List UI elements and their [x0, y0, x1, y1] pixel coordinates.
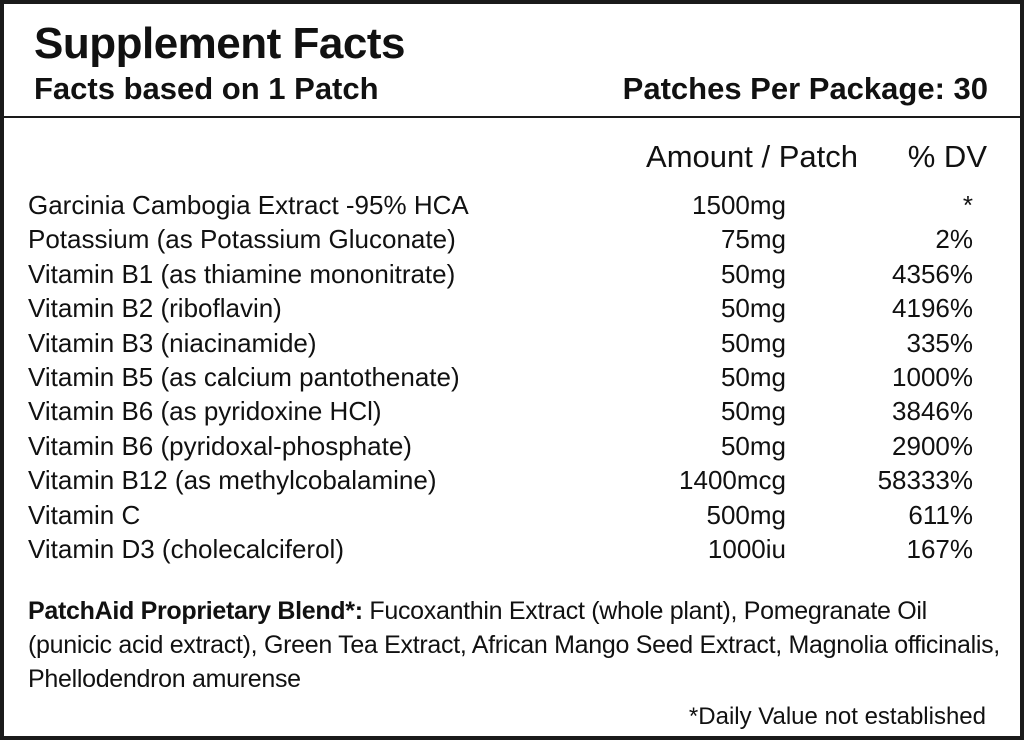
nutrient-dv: 611% — [908, 499, 973, 530]
nutrient-amount: 75mg — [720, 224, 786, 255]
nutrient-amount: 50mg — [720, 293, 786, 324]
nutrient-amount: 50mg — [720, 430, 786, 461]
nutrient-amount: 50mg — [720, 396, 786, 427]
nutrient-amount: 1500mg — [692, 190, 786, 220]
nutrient-dv: 4196% — [892, 293, 973, 324]
amount-column-header: Amount / Patch — [646, 139, 858, 174]
nutrient-dv: 167% — [906, 533, 973, 564]
nutrient-row — [4, 291, 1020, 325]
nutrient-list — [4, 188, 1020, 566]
dv-column-header: % DV — [907, 139, 987, 174]
daily-value-footnote: *Daily Value not established — [688, 703, 986, 730]
nutrient-amount: 500mg — [706, 499, 786, 530]
nutrient-name: Vitamin B5 (as calcium pantothenate) — [28, 361, 460, 392]
nutrient-name: Vitamin B12 (as methylcobalamine) — [28, 465, 437, 496]
servings-per-package: Patches Per Package: 30 — [622, 71, 988, 106]
nutrient-dv: 1000% — [892, 361, 973, 392]
nutrient-dv: 58333% — [877, 465, 973, 496]
nutrient-name: Vitamin D3 (cholecalciferol) — [28, 533, 344, 564]
nutrient-row — [4, 463, 1020, 497]
proprietary-blend — [28, 594, 1008, 696]
label-title: Supplement Facts — [34, 19, 405, 68]
nutrient-row — [4, 257, 1020, 291]
serving-size: Facts based on 1 Patch — [34, 71, 379, 106]
nutrient-amount: 50mg — [720, 258, 786, 289]
nutrient-amount: 1400mcg — [679, 465, 786, 496]
header-divider — [4, 116, 1020, 118]
nutrient-amount: 1000iu — [707, 533, 786, 564]
nutrient-dv: * — [962, 190, 973, 220]
nutrient-dv: 2% — [935, 224, 973, 255]
nutrient-amount: 50mg — [720, 361, 786, 392]
nutrient-row — [4, 326, 1020, 360]
nutrient-row — [4, 532, 1020, 566]
nutrient-name: Vitamin B2 (riboflavin) — [28, 293, 282, 324]
nutrient-name: Garcinia Cambogia Extract -95% HCA — [28, 190, 469, 220]
nutrient-dv: 2900% — [892, 430, 973, 461]
nutrient-name: Vitamin B6 (as pyridoxine HCl) — [28, 396, 382, 427]
nutrient-dv: 4356% — [892, 258, 973, 289]
nutrient-name: Vitamin B1 (as thiamine mononitrate) — [28, 258, 456, 289]
blend-ingredients: Fucoxanthin Extract (whole plant), Pomegranate Oil (punicic acid extract), Green Tea Extract, African Mango Seed Extract, Magnolia officinalis, Phellodendron amurense — [28, 597, 1000, 693]
nutrient-dv: 3846% — [892, 396, 973, 427]
nutrient-row — [4, 222, 1020, 256]
nutrient-row — [4, 498, 1020, 532]
nutrient-row — [4, 188, 1020, 222]
nutrient-dv: 335% — [906, 327, 973, 358]
nutrient-row — [4, 429, 1020, 463]
nutrient-row — [4, 360, 1020, 394]
nutrient-name: Vitamin B6 (pyridoxal-phosphate) — [28, 430, 412, 461]
nutrient-name: Vitamin B3 (niacinamide) — [28, 327, 317, 358]
nutrient-amount: 50mg — [720, 327, 786, 358]
nutrient-name: Vitamin C — [28, 499, 141, 530]
nutrient-name: Potassium (as Potassium Gluconate) — [28, 224, 456, 255]
nutrient-row — [4, 394, 1020, 428]
blend-label: PatchAid Proprietary Blend*: — [28, 597, 363, 625]
